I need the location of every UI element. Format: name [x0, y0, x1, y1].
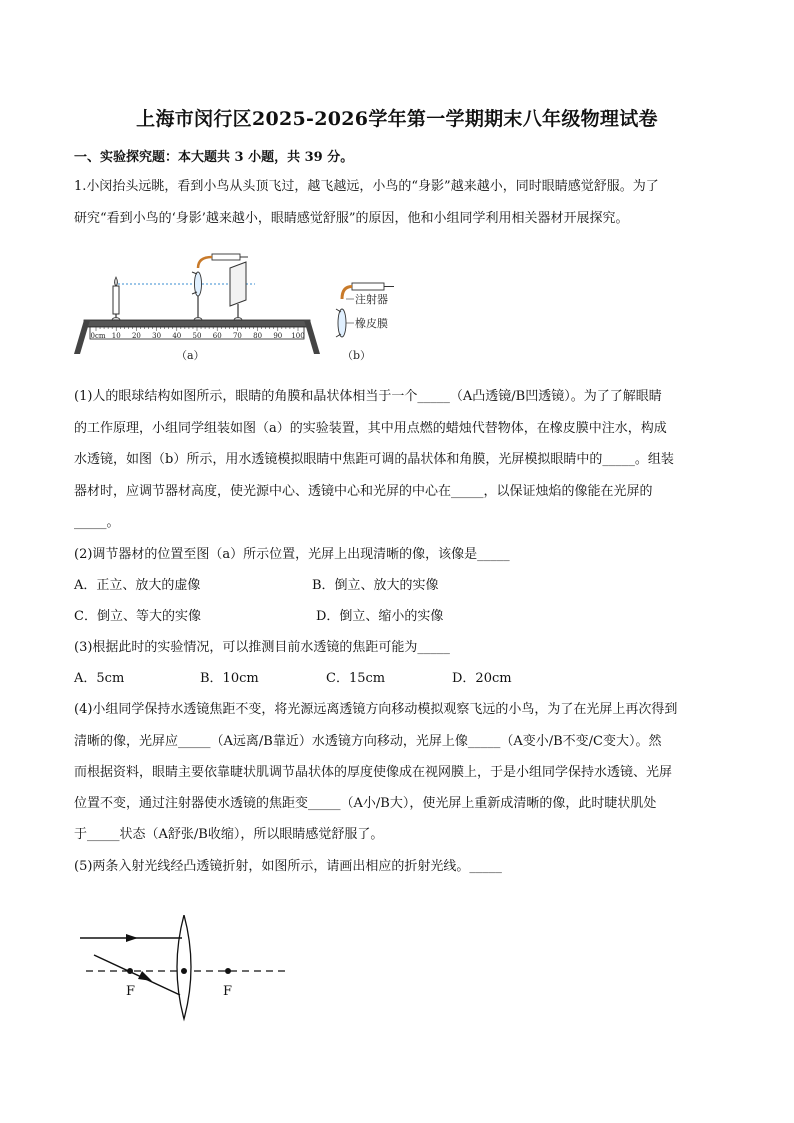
figure-water-lens [328, 275, 408, 367]
focus-label-right: F [223, 984, 233, 999]
ruler-label: 100 [291, 332, 305, 340]
part3-option-d: D．20cm [452, 671, 512, 686]
part3-question: (3)根据此时的实验情况，可以推测目前水透镜的焦距可能为_____ [74, 640, 450, 655]
part2-question: (2)调节器材的位置至图（a）所示位置，光屏上出现清晰的像，该像是_____ [74, 547, 510, 562]
water-lens-icon [192, 272, 202, 320]
ruler-label: 90 [273, 332, 283, 340]
incident-ray-through-focus [94, 955, 180, 995]
part5-question: (5)两条入射光线经凸透镜折射，如图所示，请画出相应的折射光线。_____ [74, 859, 502, 874]
part1-line-3: 水透镜，如图（b）所示，用水透镜模拟眼睛中焦距可调的晶状体和角膜，光屏模拟眼睛中的_____。组装 [74, 452, 674, 467]
candle-icon [113, 277, 119, 320]
part2-option-a: A．正立、放大的虚像 [74, 578, 201, 593]
part2-option-c: C．倒立、等大的实像 [74, 609, 201, 624]
part3-option-b: B．10cm [200, 671, 259, 686]
part2-option-d: D．倒立、缩小的实像 [316, 609, 444, 624]
question-intro-line-1: 1.小闵抬头远眺，看到小鸟从头顶飞过，越飞越远，小鸟的“身影”越来越小，同时眼睛感觉舒服。为了 [74, 179, 659, 194]
part4-line-5: 于_____状态（A舒张/B收缩），所以眼睛感觉舒服了。 [74, 827, 384, 842]
optical-center [181, 968, 187, 974]
part4-line-4: 位置不变，通过注射器使水透镜的焦距变_____（A小/B大），使光屏上重新成清晰的像，此时睫状肌处 [74, 796, 657, 811]
ruler-label: 40 [172, 332, 182, 340]
ruler-label: 60 [212, 332, 222, 340]
figure-lens-ray-diagram [76, 915, 296, 1025]
section-heading: 一、实验探究题：本大题共 3 小题，共 39 分。 [74, 150, 354, 165]
ruler-label: 80 [253, 332, 263, 340]
part4-line-1: (4)小组同学保持水透镜焦距不变，将光源远离透镜方向移动模拟观察飞远的小鸟，为了在光屏上再次得到 [74, 702, 678, 717]
part1-line-5: _____。 [74, 515, 120, 530]
focal-point-left [127, 968, 133, 974]
convex-lens-icon [177, 915, 191, 1019]
figure-optical-bench [70, 250, 330, 365]
syringe-label: 注射器 [355, 293, 388, 306]
figure-a-label: （a） [176, 349, 205, 362]
ruler-label: 10 [111, 332, 121, 340]
ruler-label: 50 [192, 332, 202, 340]
part2-option-b: B．倒立、放大的实像 [312, 578, 439, 593]
ruler-label: 0cm [90, 332, 106, 340]
ruler-label: 70 [232, 332, 242, 340]
focal-point-right [225, 968, 231, 974]
part1-line-4: 器材时，应调节器材高度，使光源中心、透镜中心和光屏的中心在_____，以保证烛焰的像能在光屏的 [74, 484, 653, 499]
part1-line-1: (1)人的眼球结构如图所示，眼睛的角膜和晶状体相当于一个_____（A凸透镜/B凹透镜）。为了了解眼睛 [74, 389, 662, 404]
ruler-label: 20 [131, 332, 141, 340]
part4-line-3: 而根据资料，眼睛主要依靠睫状肌调节晶状体的厚度使像成在视网膜上，于是小组同学保持水透镜、光屏 [74, 765, 673, 780]
part3-option-a: A．5cm [74, 671, 125, 686]
membrane-label: 橡皮膜 [355, 317, 388, 330]
figure-b-label: （b） [342, 349, 372, 362]
page-title: 上海市闵行区2025-2026学年第一学期期末八年级物理试卷 [136, 108, 658, 130]
part4-line-2: 清晰的像，光屏应_____（A远离/B靠近）水透镜方向移动，光屏上像_____（A变小/B不变/C变大）。然 [74, 734, 662, 749]
ruler-label: 30 [152, 332, 162, 340]
question-intro-line-2: 研究“看到小鸟的‘身影’越来越小，眼睛感觉舒服”的原因，他和小组同学利用相关器材开展探究。 [74, 211, 629, 226]
part1-line-2: 的工作原理，小组同学组装如图（a）的实验装置，其中用点燃的蜡烛代替物体，在橡皮膜中注水，构成 [74, 421, 667, 436]
light-screen-icon [230, 262, 246, 320]
part3-option-c: C．15cm [326, 671, 386, 686]
focus-label-left: F [126, 984, 136, 999]
